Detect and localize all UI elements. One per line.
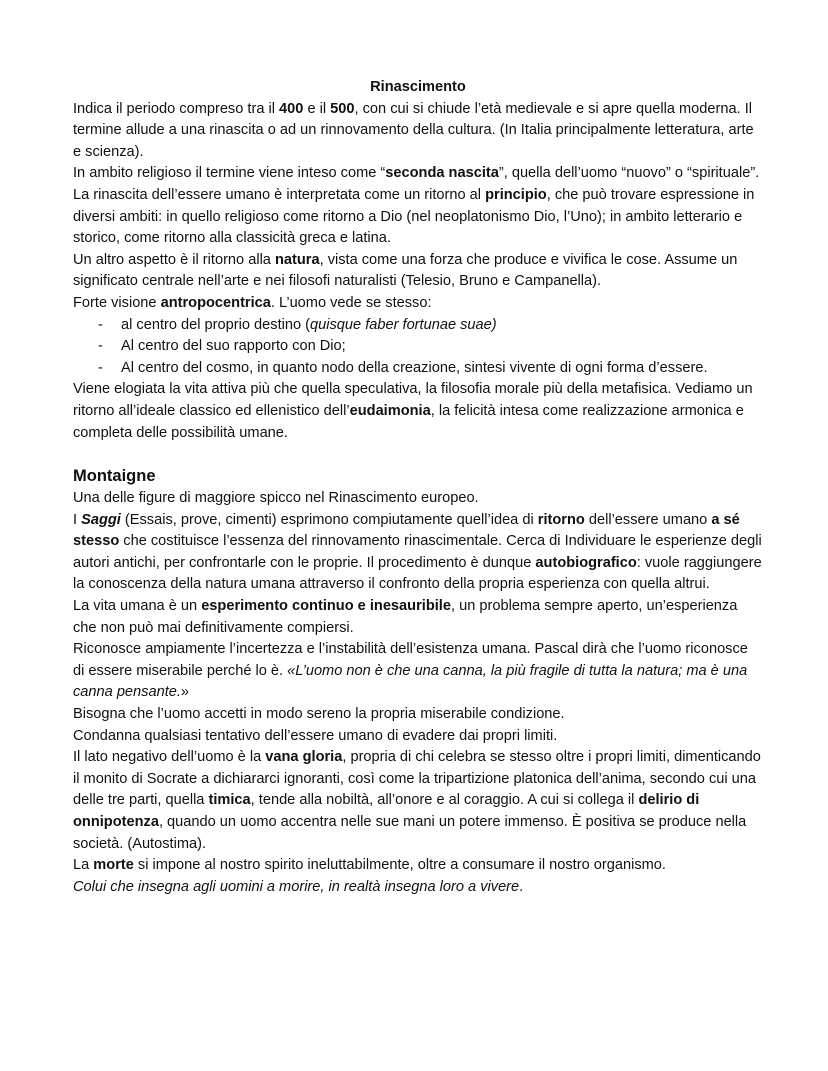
section-heading-montaigne: Montaigne	[73, 467, 156, 486]
text-run: delirio di onnipotenza	[73, 792, 700, 830]
text-run: Un altro aspetto è il ritorno alla	[73, 251, 275, 268]
text-run: «L’uomo non è che una canna, la più fragile di tutta la natura; ma è una canna pensante.	[73, 662, 748, 701]
text-run: . L’uomo vede se stesso:	[270, 294, 432, 311]
text-run: Viene elogiata la vita attiva più che quella speculativa, la filosofia morale più della metafisica. Vediamo un ritorno all’ideale classico ed ellenistico dell’	[73, 381, 753, 419]
paragraph	[73, 99, 763, 164]
text-run: , quando un uomo accentra nelle sue mani un potere immenso. È positiva se produce nella società. (Autostima).	[73, 814, 747, 852]
text-run: La rinascita dell’essere umano è interpretata come un ritorno al	[73, 186, 486, 203]
text-run: Condanna qualsiasi tentativo dell’essere umano di evadere dai propri limiti.	[73, 727, 558, 744]
text-run: (Essais, prove, cimenti) esprimono compiutamente quell’idea di	[120, 511, 538, 528]
text-run: al centro del proprio destino (	[121, 316, 311, 333]
text-run	[81, 512, 121, 528]
text-run: I	[73, 511, 82, 528]
paragraph	[73, 510, 763, 596]
dash-list	[73, 315, 763, 380]
text-run: In ambito religioso il termine viene inteso come “	[73, 165, 386, 182]
text-run: Indica il periodo compreso tra il	[73, 100, 280, 117]
text-run: , vista come una forza che produce e vivifica le cose. Assume un significato centrale nell’arte e nei filosofi naturalisti (Telesio, Bruno e Campanella).	[73, 251, 738, 290]
text-run: antropocentrica	[160, 294, 271, 311]
text-run: La	[73, 857, 94, 874]
text-run: 400	[279, 100, 304, 117]
text-run: autobiografico	[535, 554, 637, 571]
list-item	[73, 315, 763, 337]
text-run: si impone al nostro spirito ineluttabilmente, oltre a consumare il nostro organismo.	[133, 857, 666, 874]
text-run: Saggi	[81, 511, 121, 528]
paragraph	[73, 163, 763, 185]
text-run: che costituisce l’essenza del rinnovamento rinascimentale. Cerca di Individuare le esperienze degli autori antichi, per confrontarle con le proprie. Il procedimento è dunque	[73, 533, 762, 571]
paragraph	[73, 379, 763, 444]
paragraph	[73, 747, 763, 855]
section-title-rinascimento: Rinascimento	[370, 79, 466, 95]
paragraph	[73, 596, 763, 639]
text-run: , propria di chi celebra se stesso oltre i propri limiti, dimenticando il monito di Socrate a dichiararci ignoranti, così come la tripartizione platonica dell’anima, secondo cui una delle tre parti, quella	[73, 749, 761, 809]
text-run: a sé stesso	[73, 511, 740, 550]
paragraph	[73, 250, 763, 293]
text-run: ”, quella dell’uomo “nuovo” o “spirituale”.	[498, 165, 760, 182]
text-run: Colui che insegna agli uomini a morire, in realtà insegna loro a vivere	[73, 878, 520, 895]
text-run: La vita umana è un	[73, 598, 202, 615]
text-run: , che può trovare espressione in diversi ambiti: in quello religioso come ritorno a Dio (nel neoplatonismo Dio, l’Uno); in ambito letterario e storico, come ritorno alla classicità greca e latina.	[73, 186, 755, 247]
text-run: e il	[303, 100, 331, 117]
text-run: Il lato negativo dell’uomo è la	[73, 749, 266, 766]
document-page	[73, 77, 763, 898]
text-run: Riconosce ampiamente l’incertezza e l’instabilità dell’esistenza umana. Pascal dirà che l’uomo riconosce di essere miserabile perché lo è.	[73, 641, 748, 679]
list-item	[73, 336, 763, 358]
text-run: principio	[485, 186, 547, 203]
paragraph	[73, 488, 763, 510]
text-run: Bisogna che l’uomo accetti in modo sereno la propria miserabile condizione.	[73, 706, 565, 723]
text-run: seconda nascita	[385, 165, 499, 182]
text-run: 500	[330, 100, 355, 117]
paragraph	[73, 639, 763, 704]
text-run: morte	[93, 857, 134, 874]
text-run: quisque faber fortunae suae)	[310, 316, 497, 333]
text-run: Al centro del suo rapporto con Dio;	[121, 338, 346, 355]
paragraph	[73, 185, 763, 250]
text-run: : vuole raggiungere la conoscenza della natura umana attraverso il confronto della propria esperienza con quella altrui.	[73, 554, 762, 593]
text-run: »	[180, 684, 190, 701]
paragraph	[73, 877, 763, 899]
text-run: eudaimonia	[349, 402, 431, 419]
text-run: Forte visione	[73, 294, 161, 311]
text-run: Una delle figure di maggiore spicco nel Rinascimento europeo.	[73, 490, 479, 507]
text-run: .	[519, 878, 524, 895]
paragraph	[73, 293, 763, 315]
text-run: natura	[274, 251, 320, 268]
text-run: vana gloria	[265, 749, 343, 766]
text-run: , tende alla nobiltà, all’onore e al coraggio. A cui si collega il	[250, 792, 639, 809]
text-run: Al centro del cosmo, in quanto nodo della creazione, sintesi vivente di ogni forma d’essere.	[121, 359, 708, 376]
paragraph	[73, 704, 763, 726]
paragraph	[73, 855, 763, 877]
text-run: dell’essere umano	[584, 511, 712, 528]
text-run: esperimento continuo e inesauribile	[201, 598, 451, 615]
text-run: , con cui si chiude l’età medievale e si apre quella moderna. Il termine allude a una rinascita o ad un rinnovamento della cultura. (In Italia principalmente letteratura, arte e scienza).	[73, 100, 754, 160]
text-run: , un problema sempre aperto, un’esperienza che non può mai definitivamente compiersi.	[73, 598, 738, 636]
list-item	[73, 358, 763, 380]
paragraph	[73, 726, 763, 748]
text-run: ritorno	[537, 511, 585, 528]
text-run: , la felicità intesa come realizzazione armonica e completa delle possibilità umane.	[73, 402, 744, 441]
text-run: timica	[208, 792, 251, 809]
